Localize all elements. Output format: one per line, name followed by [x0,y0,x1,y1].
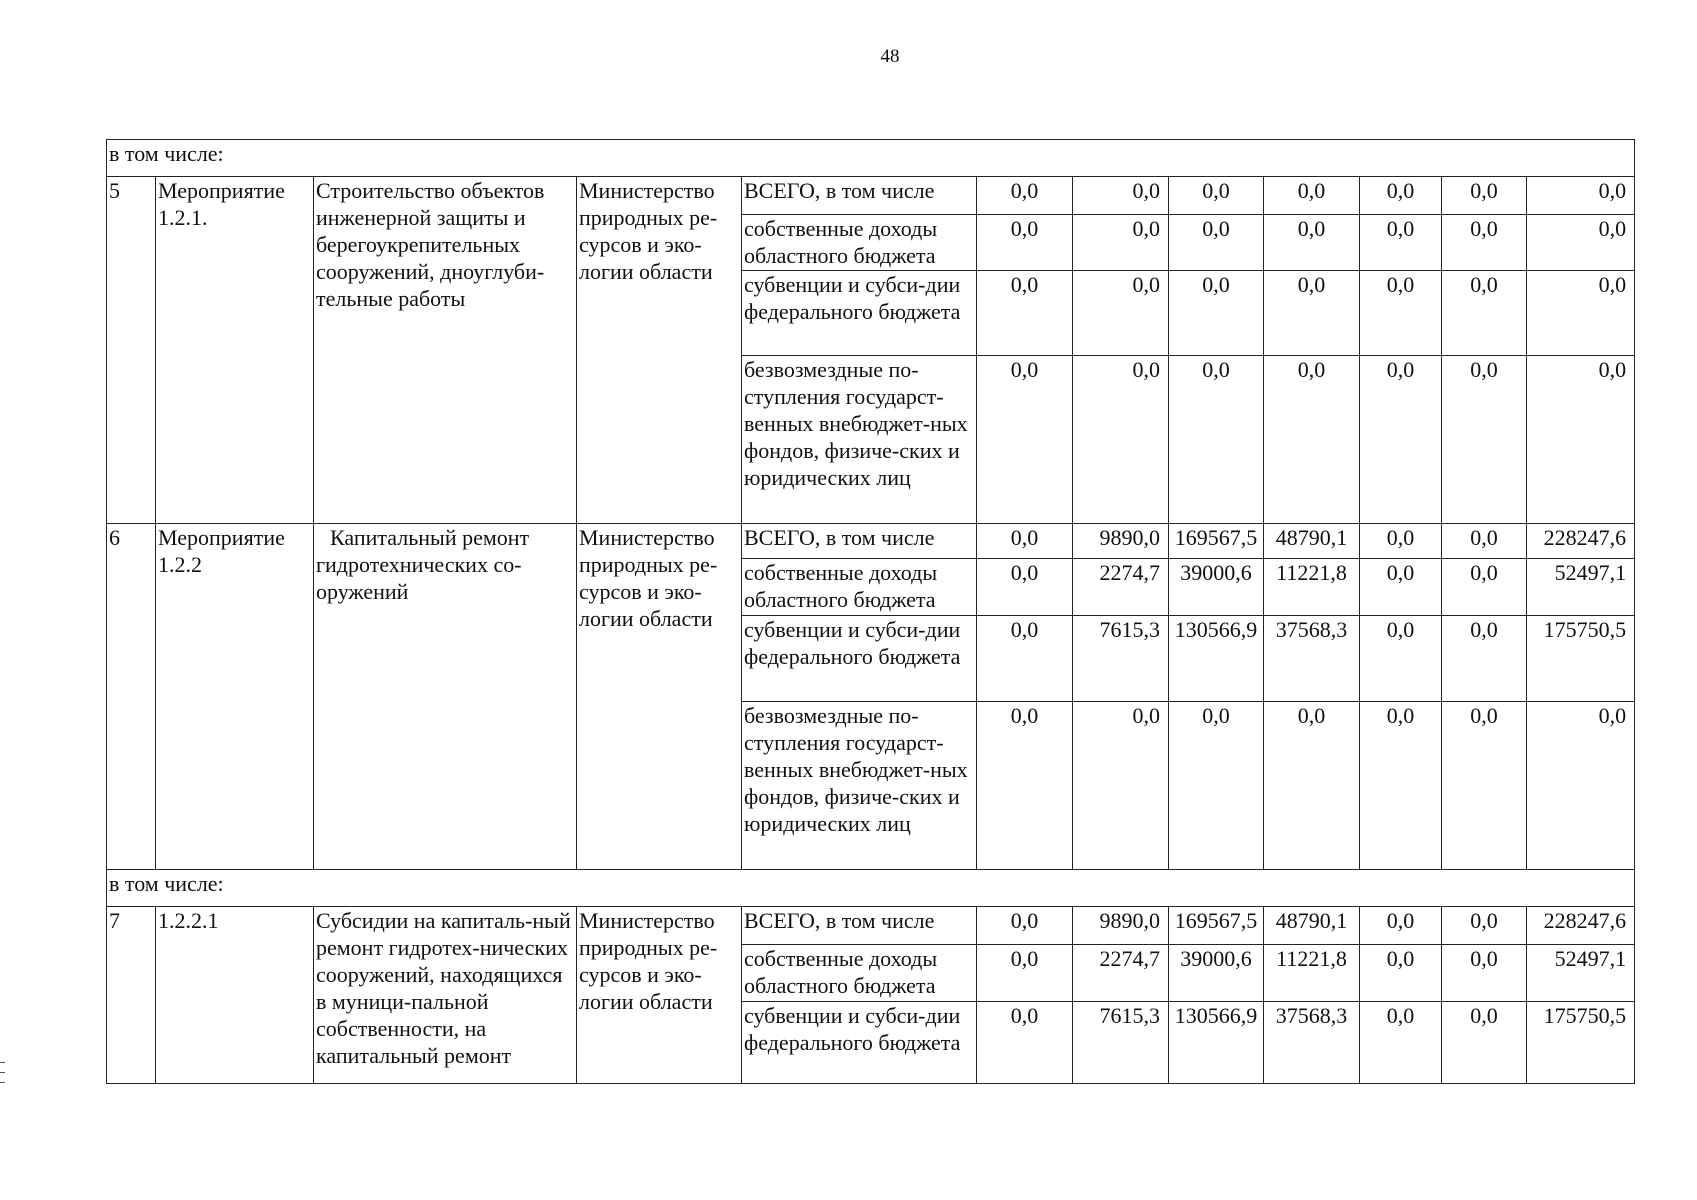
amount-cell: 0,0 [1360,616,1442,702]
event-code: Мероприятие 1.2.1. [156,177,314,524]
amount-cell: 52497,1 [1527,559,1635,616]
amount-cell: 0,0 [1360,524,1442,559]
amount-cell: 0,0 [977,356,1073,524]
funding-source: субвенции и субси-дии федерального бюджета [742,616,977,702]
amount-cell: 175750,5 [1527,1002,1635,1084]
amount-cell: 0,0 [1073,702,1169,870]
amount-cell: 0,0 [1527,271,1635,356]
amount-cell: 11221,8 [1264,559,1360,616]
funding-source: собственные доходы областного бюджета [742,559,977,616]
scan-mark [0,1072,5,1073]
amount-cell: 0,0 [977,702,1073,870]
amount-cell: 0,0 [1073,356,1169,524]
amount-cell: 0,0 [1360,177,1442,215]
amount-cell: 0,0 [1442,616,1527,702]
amount-cell: 0,0 [1360,559,1442,616]
amount-cell: 0,0 [1264,702,1360,870]
amount-cell: 0,0 [1442,907,1527,945]
table-row [107,524,1635,559]
amount-cell: 0,0 [1527,702,1635,870]
funding-source: субвенции и субси-дии федерального бюджета [742,271,977,356]
budget-table-body [107,140,1635,1084]
funding-source: собственные доходы областного бюджета [742,945,977,1002]
amount-cell: 2274,7 [1073,559,1169,616]
funding-source: ВСЕГО, в том числе [742,177,977,215]
amount-cell: 0,0 [1442,177,1527,215]
funding-source: безвозмездные по-ступления государст-венных внебюджет-ных фондов, физиче-ских и юридических лиц [742,356,977,524]
amount-cell: 39000,6 [1169,559,1264,616]
amount-cell: 0,0 [1264,271,1360,356]
amount-cell: 0,0 [977,559,1073,616]
event-executor: Министерство природных ре-сурсов и эко-логии области [577,907,742,1084]
table-row [107,177,1635,215]
amount-cell: 175750,5 [1527,616,1635,702]
amount-cell: 0,0 [1360,356,1442,524]
amount-cell: 0,0 [1169,271,1264,356]
amount-cell: 0,0 [1442,215,1527,271]
amount-cell: 37568,3 [1264,1002,1360,1084]
amount-cell: 0,0 [1442,271,1527,356]
amount-cell: 0,0 [1169,177,1264,215]
amount-cell: 52497,1 [1527,945,1635,1002]
amount-cell: 0,0 [1527,177,1635,215]
amount-cell: 0,0 [1360,271,1442,356]
page-number: 48 [880,46,900,67]
amount-cell: 0,0 [1527,215,1635,271]
amount-cell: 9890,0 [1073,907,1169,945]
amount-cell: 37568,3 [1264,616,1360,702]
scan-mark [0,1082,5,1083]
amount-cell: 9890,0 [1073,524,1169,559]
section-heading: в том числе: [107,140,1635,177]
amount-cell: 0,0 [1169,356,1264,524]
amount-cell: 11221,8 [1264,945,1360,1002]
amount-cell: 0,0 [1073,271,1169,356]
amount-cell: 0,0 [1360,215,1442,271]
event-number: 6 [107,524,156,870]
amount-cell: 48790,1 [1264,524,1360,559]
amount-cell: 0,0 [977,616,1073,702]
section-heading-row [107,870,1635,907]
amount-cell: 169567,5 [1169,524,1264,559]
amount-cell: 0,0 [1169,215,1264,271]
section-heading-row [107,140,1635,177]
amount-cell: 130566,9 [1169,616,1264,702]
funding-source: собственные доходы областного бюджета [742,215,977,271]
amount-cell: 169567,5 [1169,907,1264,945]
event-code: 1.2.2.1 [156,907,314,1084]
event-executor: Министерство природных ре-сурсов и эко-логии области [577,177,742,524]
funding-source: безвозмездные по-ступления государст-венных внебюджет-ных фондов, физиче-ских и юридических лиц [742,702,977,870]
amount-cell: 48790,1 [1264,907,1360,945]
amount-cell: 0,0 [1442,559,1527,616]
amount-cell: 0,0 [1360,702,1442,870]
amount-cell: 228247,6 [1527,907,1635,945]
amount-cell: 0,0 [977,1002,1073,1084]
amount-cell: 7615,3 [1073,616,1169,702]
amount-cell: 0,0 [1169,702,1264,870]
amount-cell: 228247,6 [1527,524,1635,559]
funding-source: субвенции и субси-дии федерального бюджета [742,1002,977,1084]
amount-cell: 0,0 [1264,356,1360,524]
amount-cell: 0,0 [1442,524,1527,559]
funding-source: ВСЕГО, в том числе [742,524,977,559]
amount-cell: 0,0 [1442,356,1527,524]
funding-source: ВСЕГО, в том числе [742,907,977,945]
amount-cell: 0,0 [1360,945,1442,1002]
event-name: Строительство объектов инженерной защиты и берегоукрепительных сооружений, дноуглуби-тельные работы [314,177,577,524]
amount-cell: 0,0 [1442,945,1527,1002]
amount-cell: 0,0 [1264,177,1360,215]
amount-cell: 0,0 [977,177,1073,215]
amount-cell: 0,0 [1442,1002,1527,1084]
amount-cell: 0,0 [1073,215,1169,271]
amount-cell: 39000,6 [1169,945,1264,1002]
budget-table [106,139,1635,1084]
event-name: Субсидии на капиталь-ный ремонт гидротех-нических сооружений, находящихся в муници-пальной собственности, на капитальный ремонт [314,907,577,1084]
section-heading: в том числе: [107,870,1635,907]
amount-cell: 0,0 [1264,215,1360,271]
amount-cell: 0,0 [1360,907,1442,945]
amount-cell: 0,0 [977,945,1073,1002]
amount-cell: 7615,3 [1073,1002,1169,1084]
amount-cell: 0,0 [1360,1002,1442,1084]
event-name: Капитальный ремонт гидротехнических со-оружений [314,524,577,870]
table-row [107,907,1635,945]
amount-cell: 0,0 [1442,702,1527,870]
amount-cell: 130566,9 [1169,1002,1264,1084]
event-code: Мероприятие 1.2.2 [156,524,314,870]
amount-cell: 2274,7 [1073,945,1169,1002]
amount-cell: 0,0 [1527,356,1635,524]
scan-mark [0,1062,5,1063]
event-number: 7 [107,907,156,1084]
amount-cell: 0,0 [1073,177,1169,215]
amount-cell: 0,0 [977,524,1073,559]
amount-cell: 0,0 [977,907,1073,945]
amount-cell: 0,0 [977,271,1073,356]
amount-cell: 0,0 [977,215,1073,271]
event-number: 5 [107,177,156,524]
event-executor: Министерство природных ре-сурсов и эко-логии области [577,524,742,870]
